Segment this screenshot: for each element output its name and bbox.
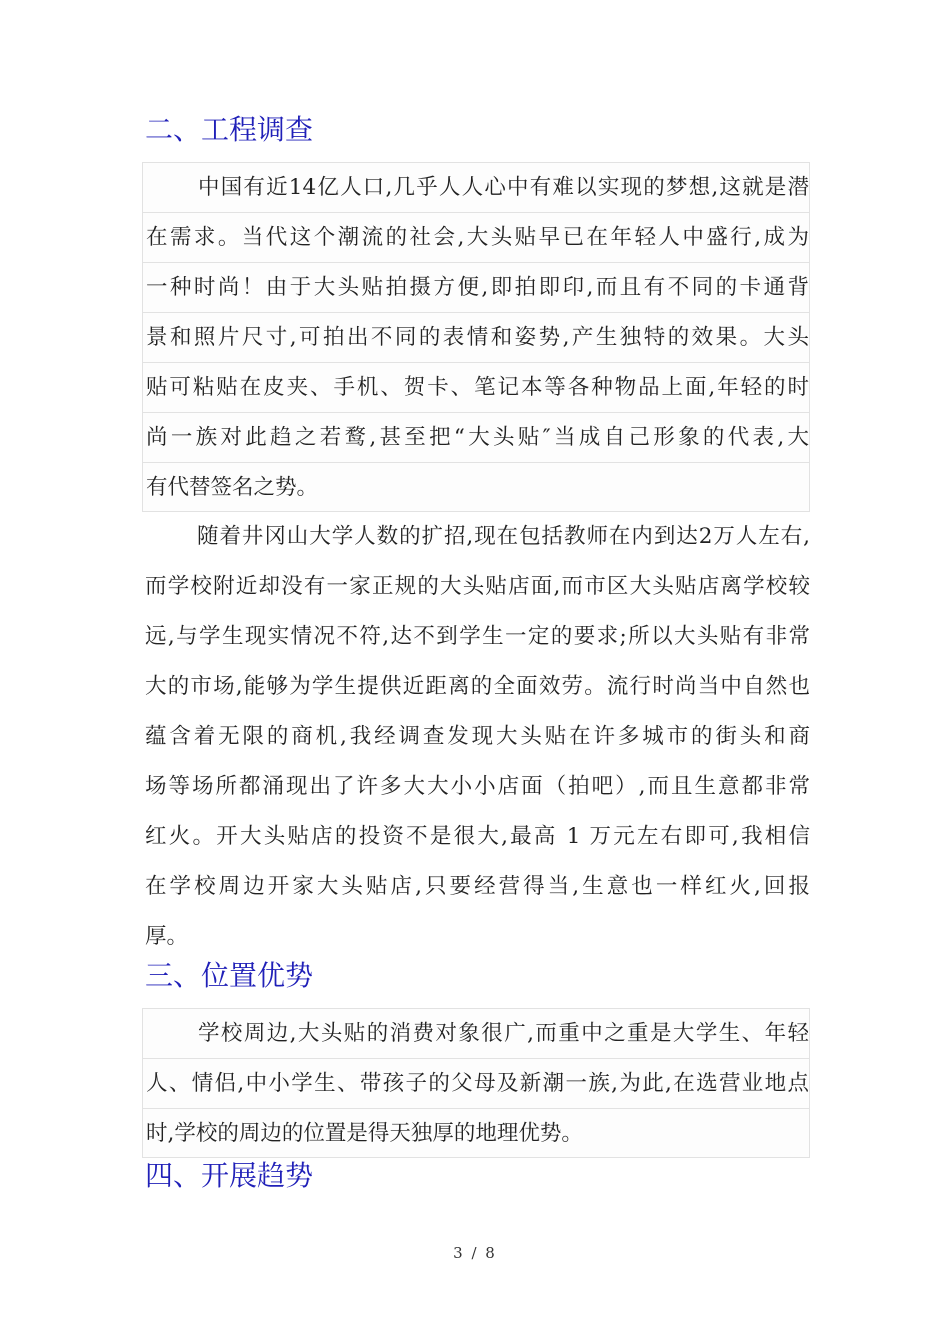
paragraph-campus-market xyxy=(142,512,810,962)
text-line: 在需求。当代这个潮流的社会,大头贴早已在年轻人中盛行,成为 xyxy=(142,212,810,262)
page-number: 3 / 8 xyxy=(453,1244,497,1262)
text-line: 贴可粘贴在皮夹、手机、贺卡、笔记本等各种物品上面,年轻的时 xyxy=(142,362,810,412)
text-line: 远,与学生现实情况不符,达不到学生一定的要求;所以大头贴有非常 xyxy=(145,624,810,649)
text-line: 尚一族对此趋之若鹜,甚至把“大头贴″当成自己形象的代表,大 xyxy=(142,412,810,462)
text-line: 随着井冈山大学人数的扩招,现在包括教师在内到达2万人左右, xyxy=(197,524,810,549)
paragraph-market-demand xyxy=(142,162,810,512)
section-heading-survey: 二、工程调查 xyxy=(145,113,314,146)
text-line: 而学校附近却没有一家正规的大头贴店面,而市区大头贴店离学校较 xyxy=(145,574,810,599)
text-line: 学校周边,大头贴的消费对象很广,而重中之重是大学生、年轻 xyxy=(142,1008,810,1058)
text-line: 时,学校的周边的位置是得天独厚的地理优势。 xyxy=(142,1108,810,1158)
text-line: 一种时尚！由于大头贴拍摄方便,即拍即印,而且有不同的卡通背 xyxy=(142,262,810,312)
text-line: 蕴含着无限的商机,我经调查发现大头贴在许多城市的街头和商 xyxy=(145,724,810,749)
text-line: 厚。 xyxy=(145,924,189,949)
text-line: 中国有近14亿人口,几乎人人心中有难以实现的梦想,这就是潜 xyxy=(142,162,810,212)
text-line: 景和照片尺寸,可拍出不同的表情和姿势,产生独特的效果。大头 xyxy=(142,312,810,362)
text-line: 红火。开大头贴店的投资不是很大,最高 1 万元左右即可,我相信 xyxy=(145,824,810,849)
text-line: 场等场所都涌现出了许多大大小小店面（拍吧）,而且生意都非常 xyxy=(145,774,810,799)
text-line: 大的市场,能够为学生提供近距离的全面效劳。流行时尚当中自然也 xyxy=(145,674,810,699)
text-line: 人、情侣,中小学生、带孩子的父母及新潮一族,为此,在选营业地点 xyxy=(142,1058,810,1108)
text-line: 在学校周边开家大头贴店,只要经营得当,生意也一样红火,回报 xyxy=(145,874,810,899)
section-heading-location: 三、位置优势 xyxy=(145,959,314,992)
section-heading-trend: 四、开展趋势 xyxy=(145,1159,314,1192)
paragraph-location-advantage xyxy=(142,1008,810,1158)
text-line: 有代替签名之势。 xyxy=(142,462,810,512)
